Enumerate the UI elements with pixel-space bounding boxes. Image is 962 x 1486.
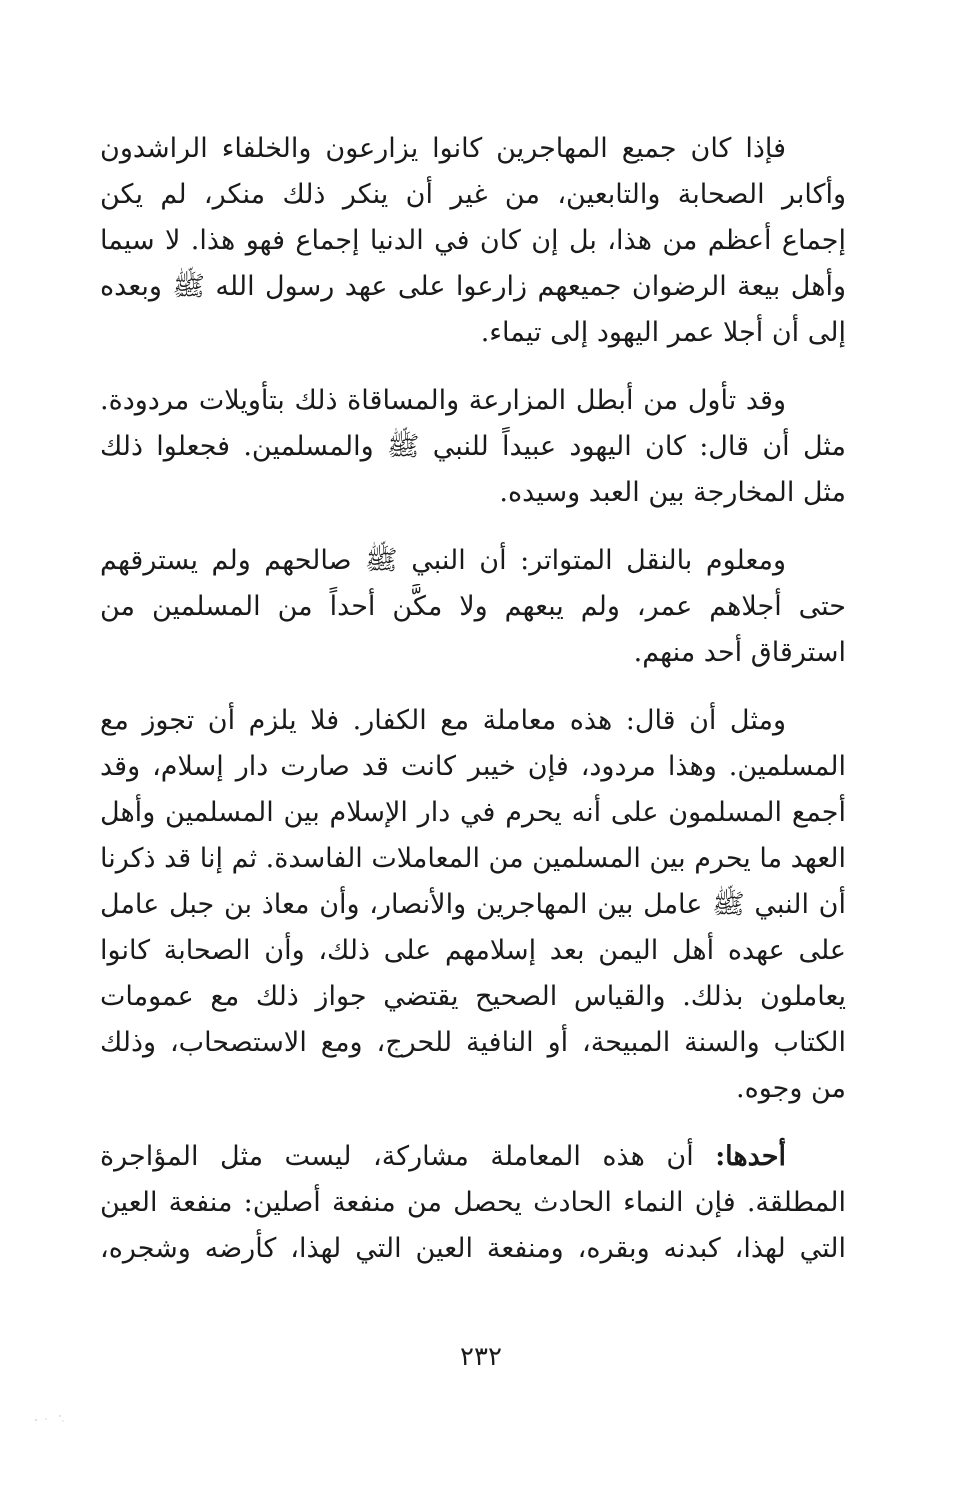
text-line-with-lead <box>100 1134 846 1180</box>
text-line: ومثل أن قال: هذه معاملة مع الكفار. فلا يلزم أن تجوز مع <box>100 705 786 736</box>
text-line-rest: أن هذه المعاملة مشاركة، ليست مثل المؤاجرة <box>100 1141 716 1172</box>
text-line: التي لهذا، كبدنه وبقره، ومنفعة العين التي لهذا، كأرضه وشجره، <box>100 1233 846 1264</box>
text-line: ومعلوم بالنقل المتواتر: أن النبي ﷺ صالحهم ولم يسترقهم <box>100 545 786 576</box>
paragraph-1 <box>100 126 846 356</box>
text-line: استرقاق أحد منهم. <box>633 637 846 668</box>
page-number: ٢٣٢ <box>460 1342 502 1372</box>
paragraph-2 <box>100 378 846 516</box>
text-line: من وجوه. <box>735 1073 846 1104</box>
paragraph-3 <box>100 538 846 676</box>
text-line: أجمع المسلمون على أنه يحرم في دار الإسلام بين المسلمين وأهل <box>100 797 846 828</box>
text-line: وقد تأول من أبطل المزارعة والمساقاة ذلك بتأويلات مردودة. <box>100 385 786 416</box>
text-line: المسلمين. وهذا مردود، فإن خيبر كانت قد صارت دار إسلام، وقد <box>100 751 846 782</box>
text-line: الكتاب والسنة المبيحة، أو النافية للحرج، ومع الاستصحاب، وذلك <box>100 1027 846 1058</box>
text-line: مثل المخارجة بين العبد وسيده. <box>499 477 846 508</box>
text-line: وأكابر الصحابة والتابعين، من غير أن ينكر ذلك منكر، لم يكن <box>100 179 846 210</box>
text-line: يعاملون بذلك. والقياس الصحيح يقتضي جواز ذلك مع عمومات <box>100 981 846 1012</box>
text-line: وأهل بيعة الرضوان جميعهم زارعوا على عهد رسول الله ﷺ وبعده <box>100 271 846 302</box>
text-line: إلى أن أجلا عمر اليهود إلى تيماء. <box>480 317 846 348</box>
text-line: على عهده أهل اليمن بعد إسلامهم على ذلك، وأن الصحابة كانوا <box>100 935 846 966</box>
page-body <box>100 126 846 1294</box>
scan-specks-decoration <box>30 1412 70 1424</box>
paragraph-4 <box>100 698 846 1112</box>
text-line: فإذا كان جميع المهاجرين كانوا يزارعون والخلفاء الراشدون <box>100 133 786 164</box>
text-line: أن النبي ﷺ عامل بين المهاجرين والأنصار، وأن معاذ بن جبل عامل <box>100 889 846 920</box>
text-line: المطلقة. فإن النماء الحادث يحصل من منفعة أصلين: منفعة العين <box>100 1187 846 1218</box>
text-line: العهد ما يحرم بين المسلمين من المعاملات الفاسدة. ثم إنا قد ذكرنا <box>100 843 846 874</box>
text-line: حتى أجلاهم عمر، ولم يبعهم ولا مكَّن أحداً من المسلمين من <box>100 591 846 622</box>
paragraph-5 <box>100 1134 846 1272</box>
text-line: إجماع أعظم من هذا، بل إن كان في الدنيا إجماع فهو هذا. لا سيما <box>100 225 846 256</box>
text-line: مثل أن قال: كان اليهود عبيداً للنبي ﷺ والمسلمين. فجعلوا ذلك <box>100 431 846 462</box>
paragraph-lead-heading: أحدها: <box>715 1141 786 1172</box>
